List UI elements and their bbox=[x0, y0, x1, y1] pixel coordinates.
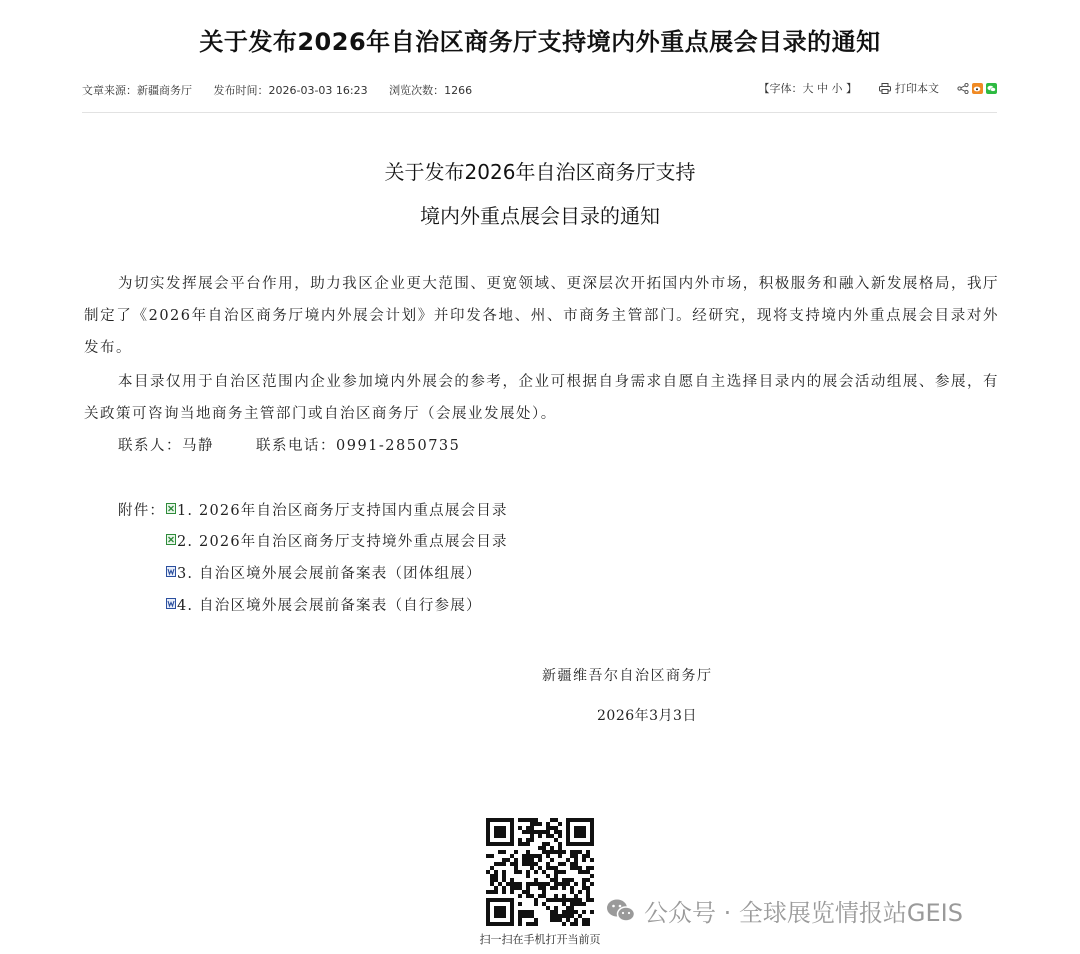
qr-caption: 扫一扫在手机打开当前页 bbox=[479, 933, 601, 946]
header-divider bbox=[82, 112, 997, 113]
views-label: 浏览次数： bbox=[389, 84, 445, 97]
time-label: 发布时间： bbox=[213, 84, 269, 97]
time-value: 2026-03-03 16:23 bbox=[268, 84, 368, 97]
attachment-label-4: 4. 自治区境外展会展前备案表（自行参展） bbox=[177, 598, 482, 614]
page-title: 关于发布2026年自治区商务厅支持境内外重点展会目录的通知 bbox=[199, 28, 881, 56]
print-button[interactable] bbox=[879, 80, 939, 96]
font-size-open: 【字体： bbox=[758, 82, 803, 95]
source-value: 新疆商务厅 bbox=[137, 84, 192, 97]
attachment-label-2: 2. 2026年自治区商务厅支持境外重点展会目录 bbox=[177, 534, 508, 550]
weibo-share-icon[interactable] bbox=[972, 83, 983, 94]
wechat-watermark bbox=[606, 893, 963, 928]
wechat-share-icon[interactable] bbox=[986, 83, 997, 94]
watermark-text: 公众号 · 全球展览情报站GEIS bbox=[644, 899, 963, 927]
source-label: 文章来源： bbox=[82, 84, 137, 97]
font-medium-link[interactable]: 中 bbox=[817, 82, 828, 95]
document-title-line-2: 境内外重点展会目录的通知 bbox=[420, 204, 660, 228]
views-value: 1266 bbox=[444, 84, 473, 97]
attachment-label-1: 1. 2026年自治区商务厅支持国内重点展会目录 bbox=[177, 503, 508, 519]
attachment-link-2[interactable] bbox=[166, 530, 508, 551]
font-size-close: 】 bbox=[846, 82, 857, 95]
article-meta-bar bbox=[82, 80, 997, 100]
article-tools bbox=[759, 80, 998, 96]
attachment-label-3: 3. 自治区境外展会展前备案表（团体组展） bbox=[177, 566, 482, 582]
qr-code bbox=[486, 818, 594, 926]
signature-date: 2026年3月3日 bbox=[597, 708, 697, 724]
font-large-link[interactable]: 大 bbox=[802, 82, 814, 95]
font-small-link[interactable]: 小 bbox=[831, 82, 843, 95]
signature-organization: 新疆维吾尔自治区商务厅 bbox=[542, 668, 713, 684]
attachment-link-1[interactable] bbox=[166, 499, 508, 520]
printer-icon bbox=[879, 83, 891, 94]
document-title-line-1: 关于发布2026年自治区商务厅支持 bbox=[384, 160, 696, 184]
contact-person: 联系人：马静 bbox=[118, 438, 214, 454]
print-label: 打印本文 bbox=[895, 82, 939, 95]
word-file-icon bbox=[166, 598, 176, 609]
word-file-icon bbox=[166, 566, 176, 577]
attachment-link-4[interactable] bbox=[166, 594, 482, 615]
article-meta-info bbox=[82, 82, 490, 98]
attachments-label: 附件： bbox=[118, 503, 166, 519]
contact-phone: 联系电话：0991-2850735 bbox=[256, 438, 461, 454]
body-paragraph-1: 为切实发挥展会平台作用，助力我区企业更大范围、更宽领域、更深层次开拓国内外市场，积极服务和融入新发展格局，我厅制定了《2026年自治区商务厅境内外展会计划》并印发各地、州、市商务主管部门。经研究，现将支持境内外重点展会目录对外发布。 bbox=[84, 276, 999, 356]
excel-file-icon bbox=[166, 534, 176, 545]
share-icon[interactable] bbox=[957, 83, 969, 94]
body-paragraph-2: 本目录仅用于自治区范围内企业参加境内外展会的参考，企业可根据自身需求自愿自主选择目录内的展会活动组展、参展，有关政策可咨询当地商务主管部门或自治区商务厅（会展业发展处）。 bbox=[84, 374, 999, 422]
wechat-logo-icon bbox=[606, 898, 636, 924]
font-size-control bbox=[759, 80, 858, 96]
excel-file-icon bbox=[166, 503, 176, 514]
share-tools bbox=[957, 83, 997, 94]
attachment-link-3[interactable] bbox=[166, 562, 482, 583]
contact-line bbox=[118, 430, 460, 462]
